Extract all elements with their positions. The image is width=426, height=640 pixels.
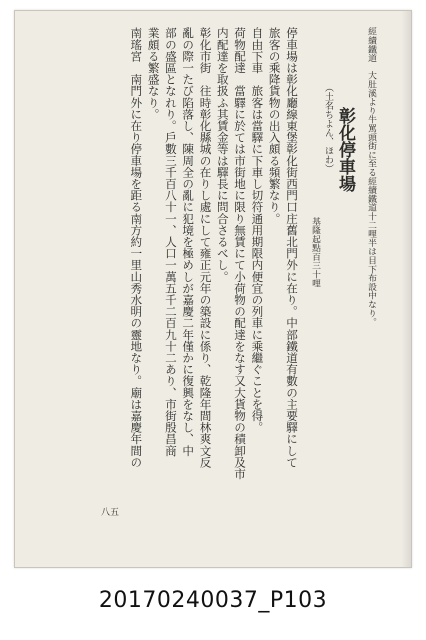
body-line-5: 内配達を取扱ふ其賃金等は驛長に問合さるべし。	[215, 27, 230, 283]
header-line-1: 經續鐵道 大肚溪より牛罵頭街に至る經續鐵道十二哩半は目下布設中なり。	[366, 27, 376, 327]
body-line-10: 南瑤宮 南門外に在り停車場を距る南方約一里山秀水明の靈地なり。廟は嘉慶年間の	[129, 27, 144, 468]
body-line-4: 荷物配達 當驛に於ては市街地に限り無賃にて小荷物の配達をなす又大貨物の積卸及市	[233, 27, 248, 480]
vertical-text-block	[77, 27, 377, 545]
body-line-6: 彰化市街 往時彰化縣城の在りし處にして雍正元年の築設に係り、乾隆年間林爽文反	[198, 27, 213, 468]
body-line-1: 停車場は彰化廳線東堡彰化街西門口庄舊北門外に在り。中部鐵道有數の主要驛にして	[285, 27, 299, 468]
body-line-2: 旅客の乘降貨物の出入頗る頻繁なり。	[267, 27, 282, 225]
body-line-3: 自由下車 旅客は當驛に下車し切符通用期限内便宜の列車に乘繼ぐことを得。	[250, 27, 265, 433]
title-reading: （土名ちよん、ほわ）	[323, 83, 333, 173]
page-number: 八五	[101, 508, 120, 518]
book-page	[14, 10, 412, 568]
header-line-2: 基隆起點百三十哩	[310, 217, 320, 288]
station-title: 彰化停車場	[335, 107, 355, 192]
image-caption: 20170240037_P103	[98, 588, 328, 613]
body-line-7: 亂の際一たび陷落し、陳周全の亂に犯境を極めしが嘉慶二年僅かに復興をなし、中	[181, 27, 196, 457]
body-line-8: 部の盛區となれり。戶數三千百八十一、人口一萬五千二百九十二あり、市街殷昌商	[163, 27, 178, 457]
body-line-9: 業頗る繁盛なり。	[146, 27, 161, 120]
